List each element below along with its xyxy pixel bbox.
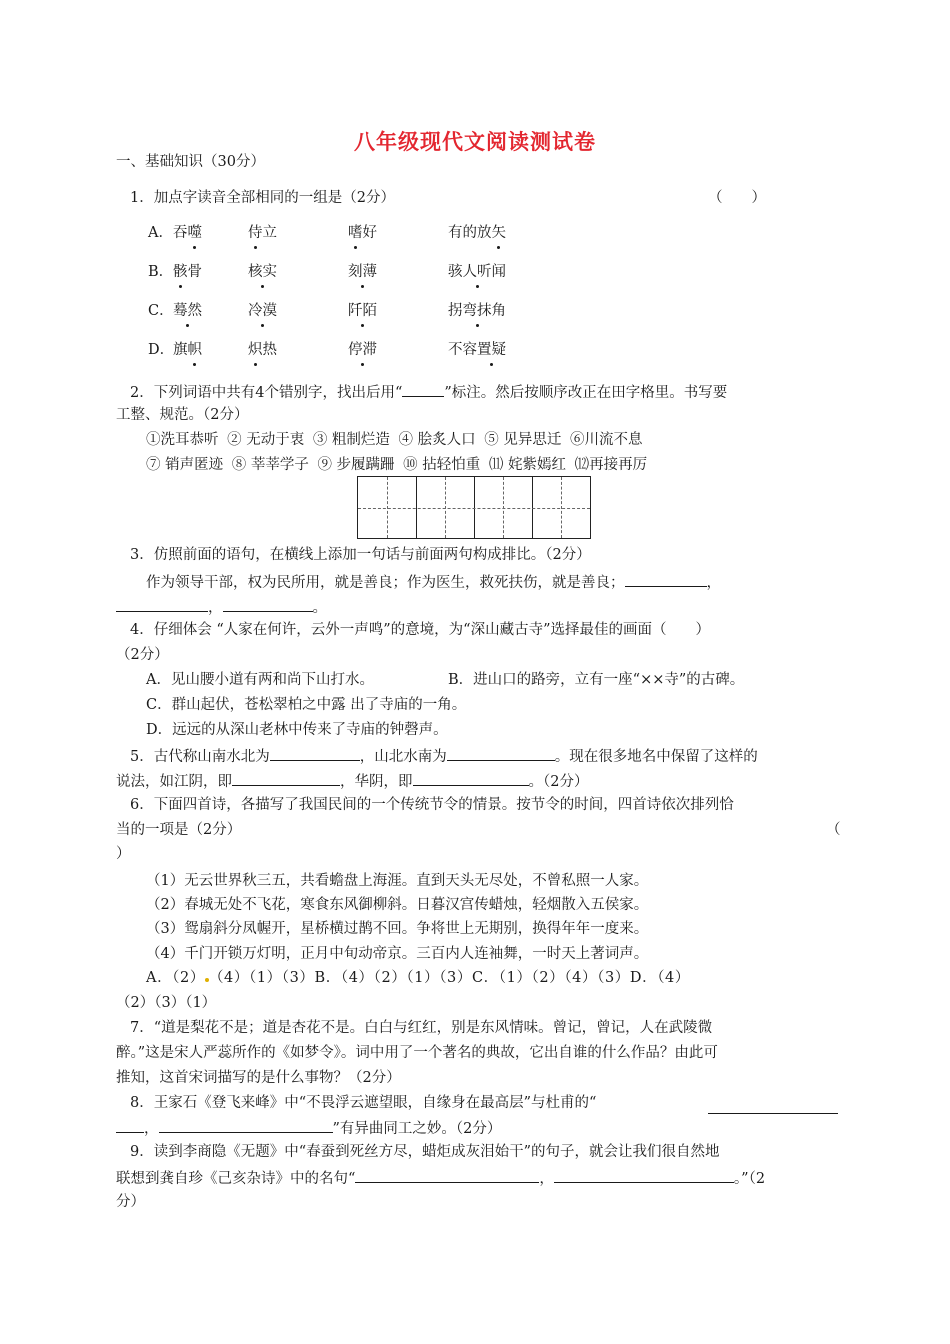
q6-stem-line1: 6．下面四首诗，各描写了我国民间的一个传统节令的情景。按节令的时间，四首诗依次排列恰 — [130, 797, 734, 813]
q4-option-d: D．远远的从深山老林中传来了寺庙的钟磬声。 — [146, 722, 448, 738]
q4-option-b: B．进山口的路旁，立有一座“××寺”的古碑。 — [448, 672, 745, 688]
q6-stem-line2: 当的一项是（2分） — [116, 822, 242, 838]
q9-line3: 分） — [116, 1194, 145, 1210]
q9-line1: 9．读到李商隐《无题》中“春蚕到死丝方尽，蜡炬成灰泪始干”的句子，就会让我们很自然地 — [130, 1144, 720, 1160]
q9-blank-2[interactable] — [554, 1167, 734, 1183]
q6-options-line1: A．（2） （4）（1）（3）B．（4）（2）（1）（3）C．（1）（2）（4）（3）D．（4） — [146, 970, 690, 986]
section-heading: 一、基础知识（30分） — [116, 154, 265, 170]
q6-poem-4: （4）千门开锁万灯明，正月中旬动帝京。三百内人连袖舞，一时天上著词声。 — [146, 946, 649, 962]
q6-answer-paren-right: ） — [116, 846, 131, 862]
q8-line2: ， ”有异曲同工之妙。（2分） — [116, 1117, 501, 1139]
q9-line2: 联想到龚自珍《己亥杂诗》中的名句“ ， 。”（2 — [116, 1167, 765, 1189]
q5-line1: 5．古代称山南水北为 ，山北水南为 。现在很多地名中保留了这样的 — [130, 745, 758, 767]
q4-option-c: C．群山起伏，苍松翠柏之中露 出了寺庙的一角。 — [146, 697, 467, 713]
q9-blank-1[interactable] — [355, 1167, 539, 1183]
q4-stem: 4．仔细体会 “人家在何许，云外一声鸣”的意境，为“深山藏古寺”选择最佳的画面（ ） — [130, 622, 710, 638]
q2-stem-line1: 2．下列词语中共有4个错别字，找出后用“ ”标注。然后按顺序改正在田字格里。书写要 — [130, 381, 727, 403]
q6-poem-2: （2）春城无处不飞花，寒食东风御柳斜。日暮汉宫传蜡烛，轻烟散入五侯家。 — [146, 897, 649, 913]
q3-text-line: 作为领导干部，权为民所用，就是善良；作为医生，救死扶伤，就是善良； ， — [146, 571, 721, 593]
q3-blank-line: ， 。 — [116, 596, 327, 618]
q1-stem: 1．加点字读音全部相同的一组是（2分） — [130, 190, 395, 206]
page-title: 八年级现代文阅读测试卷 — [354, 130, 596, 154]
q7-line3: 推知，这首宋词描写的是什么事物？（2分） — [116, 1070, 401, 1086]
q6-poem-1: （1）无云世界秋三五，共看蟾盘上海涯。直到天头无尽处，不曾私照一人家。 — [146, 873, 649, 889]
q3-blank-3[interactable] — [223, 596, 313, 612]
q4-option-a: A．见山腰小道有两和尚下山打水。 — [146, 672, 374, 688]
q3-blank-2[interactable] — [116, 596, 208, 612]
q6-answer-paren-left: （ — [826, 822, 841, 838]
q4-score: （2分） — [116, 647, 169, 663]
q2-words-row1: ①洗耳恭听 ② 无动于衷 ③ 粗制烂造 ④ 脍炙人口 ⑤ 见异思迁 ⑥川流不息 — [146, 432, 643, 448]
q5-blank-2[interactable] — [447, 745, 555, 761]
exam-page: 八年级现代文阅读测试卷 一、基础知识（30分） 1．加点字读音全部相同的一组是（2分） （ ） A． 吞噬 侍立 嗜好 有的放矢 B． 骸骨 核实 刻薄 骇人听闻 C． 蓦然 冷漠 阡陌 拐弯抹角 D． 旗帜 炽热 停滞 不容置疑 2．下列词语中共有4个错别字，找出后用“ ”标注。然后按顺序改正在田字格里。书写要 工整、规范。（2分） ①洗耳恭听 ② 无动于衷 ③ 粗制烂造 ④ 脍炙人口 ⑤ 见异思迁 ⑥川流不息 ⑦ 销声匿迹 ⑧ 莘莘学子 ⑨ 步履蹒跚 ⑩ 拈轻怕重 ⑾ 姹紫嫣红 ⑿再接再厉 3．仿照前面的语句，在横线上添加一句话与前面两句构成排比。（2分） 作为领导干部，权为民所用，就是善良；作为医生，救死扶伤，就是善良； ， ， 。 4．仔细体会 “人家在何许，云外一声鸣”的意境，为“深山藏古寺”选择最佳的画面（ ） （2分） A．见山腰小道有两和尚下山打水。 B．进山口的路旁，立有一座“××寺”的古碑。 C．群山起伏，苍松翠柏之中露 出了寺庙的一角。 D．远远的从深山老林中传来了寺庙的钟磬声。 5．古代称山南水北为 ，山北水南为 。现在很多地名中保留了这样的 说法，如江阴，即 ，华阴，即 。（2分） 6．下面四首诗，各描写了我国民间的一个传统节令的情景。按节令的时间，四首诗依次排列恰 当的一项是（2分） （ ） （1）无云世界秋三五，共看蟾盘上海涯。直到天头无尽处，不曾私照一人家。 （2）春城无处不飞花，寒食东风御柳斜。日暮汉宫传蜡烛，轻烟散入五侯家。 （3）鸳扇斜分凤幄开，星桥横过鹊不回。争将世上无期别，换得年年一度来。 （4）千门开锁万灯明，正月中旬动帝京。三百内人连袖舞，一时天上著词声。 A．（2） （4）（1）（3）B．（4）（2）（1）（3）C．（1）（2）（4）（3）D．（4） （2）（3）（1） 7．“道是梨花不是；道是杏花不是。白白与红红，别是东风情味。曾记，曾记，人在武陵微 醉。”这是宋人严蕊所作的《如梦令》。词中用了一个著名的典故，它出自谁的什么作品？由此可 推知，这首宋词描写的是什么事物？（2分） 8．王家石《登飞来峰》中“不畏浮云遮望眼，自缘身在最高层”与杜甫的“ ， ”有异曲同工之妙。（2分） 9．读到李商隐《无题》中“春蚕到死丝方尽，蜡炬成灰泪始干”的句子，就会让我们很自然地 联想到龚自珍《己亥杂诗》中的名句“ ， 。”（2 分） — [0, 0, 950, 1344]
q7-line2: 醉。”这是宋人严蕊所作的《如梦令》。词中用了一个著名的典故，它出自谁的什么作品？由此可 — [116, 1045, 718, 1061]
q8-line1: 8．王家石《登飞来峰》中“不畏浮云遮望眼，自缘身在最高层”与杜甫的“ — [130, 1095, 597, 1111]
q6-options-line2: （2）（3）（1） — [116, 995, 217, 1011]
q1-answer-paren: （ ） — [708, 190, 766, 206]
q8-blank-1-cont[interactable] — [116, 1117, 144, 1133]
q3-stem: 3．仿照前面的语句，在横线上添加一句话与前面两句构成排比。（2分） — [130, 547, 591, 563]
q2-mark-blank[interactable] — [402, 381, 444, 397]
q5-blank-4[interactable] — [413, 770, 529, 786]
q7-line1: 7．“道是梨花不是；道是杏花不是。白白与红红，别是东风情味。曾记，曾记，人在武陵微 — [130, 1020, 713, 1036]
q8-blank-1[interactable] — [708, 1098, 838, 1114]
q2-stem-line2: 工整、规范。（2分） — [116, 407, 249, 423]
tianzige-grid[interactable] — [357, 476, 591, 539]
q2-words-row2: ⑦ 销声匿迹 ⑧ 莘莘学子 ⑨ 步履蹒跚 ⑩ 拈轻怕重 ⑾ 姹紫嫣红 ⑿再接再厉 — [146, 457, 648, 473]
q5-line2: 说法，如江阴，即 ，华阴，即 。（2分） — [116, 770, 588, 792]
q8-blank-2[interactable] — [159, 1117, 333, 1133]
q3-blank-1[interactable] — [625, 571, 707, 587]
q5-blank-1[interactable] — [270, 745, 360, 761]
q6-poem-3: （3）鸳扇斜分凤幄开，星桥横过鹊不回。争将世上无期别，换得年年一度来。 — [146, 921, 649, 937]
q5-blank-3[interactable] — [232, 770, 340, 786]
